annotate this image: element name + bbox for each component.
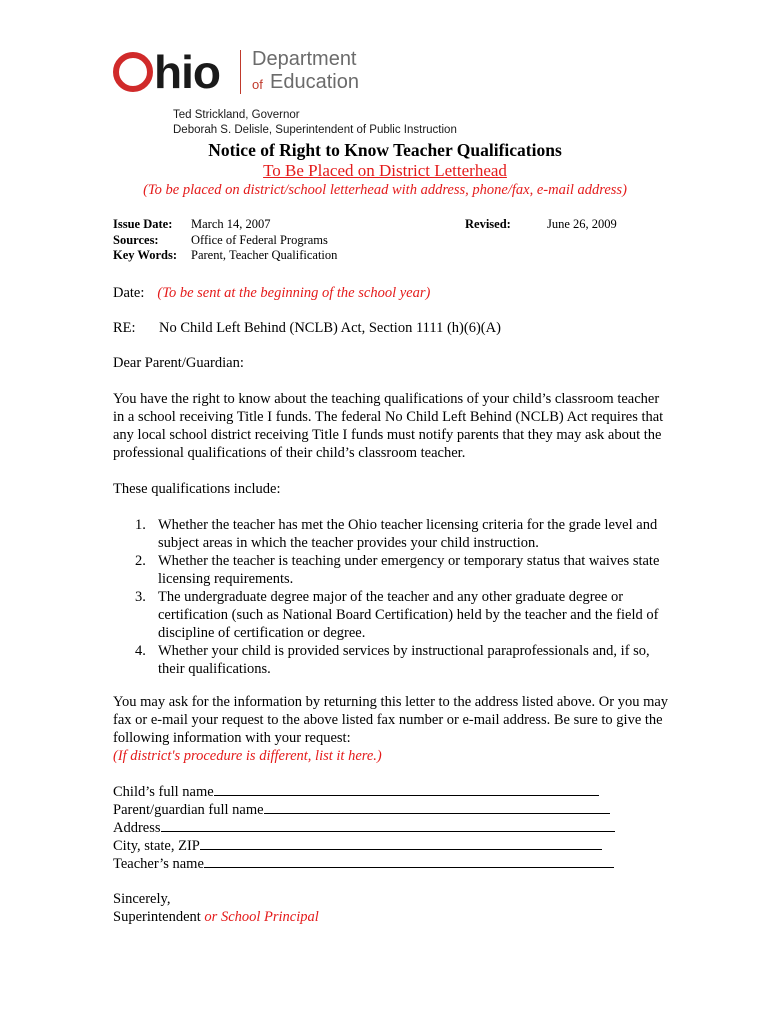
- re-line: [113, 319, 501, 337]
- revised-value-wrap: [547, 217, 617, 233]
- superintendent-line: Deborah S. Delisle, Superintendent of Public Instruction: [173, 124, 457, 136]
- logo-divider: [240, 50, 241, 94]
- logo-wordmark: hio: [113, 46, 220, 98]
- list-item: 4. Whether your child is provided services by instructional paraprofessionals and, if so, their qualifications.: [135, 643, 650, 677]
- ohio-department-of-education-logo: [113, 46, 373, 98]
- letterhead-note: (To be placed on district/school letterhead with address, phone/fax, e-mail address): [143, 182, 627, 198]
- keywords-label: Key Words:: [113, 248, 178, 262]
- logo-department: Department: [252, 48, 357, 70]
- re-label: RE:: [113, 320, 136, 336]
- salutation: Dear Parent/Guardian:: [113, 355, 244, 371]
- city-state-zip-label: City, state, ZIP: [113, 838, 200, 854]
- date-label: Date:: [113, 285, 145, 301]
- teacher-name-field[interactable]: [113, 855, 614, 873]
- city-state-zip-blank[interactable]: [200, 837, 602, 850]
- request-note: (If district's procedure is different, list it here.): [113, 748, 382, 764]
- document-subtitle: To Be Placed on District Letterhead: [263, 161, 507, 180]
- signature-role: Superintendent: [113, 909, 201, 925]
- parent-name-blank[interactable]: [264, 801, 610, 814]
- qualifications-intro: These qualifications include:: [113, 481, 281, 497]
- date-line: [113, 284, 430, 302]
- child-name-label: Child’s full name: [113, 784, 214, 800]
- date-note: (To be sent at the beginning of the school year): [157, 285, 431, 301]
- revised-label-wrap: [465, 217, 511, 233]
- keywords-value: Parent, Teacher Qualification: [191, 248, 338, 262]
- address-field[interactable]: [113, 819, 615, 837]
- child-name-blank[interactable]: [214, 783, 599, 796]
- meta-labels: [113, 217, 177, 264]
- revised-value: June 26, 2009: [547, 217, 617, 231]
- officials-block: [173, 108, 457, 138]
- issue-date-label: Issue Date:: [113, 217, 173, 231]
- closing: Sincerely,: [113, 891, 171, 907]
- city-state-zip-field[interactable]: [113, 837, 602, 855]
- parent-name-field[interactable]: [113, 801, 610, 819]
- sources-value: Office of Federal Programs: [191, 232, 328, 247]
- re-text: No Child Left Behind (NCLB) Act, Section 1111 (h)(6)(A): [159, 320, 501, 336]
- logo-of: of: [252, 77, 263, 92]
- signature-line: [113, 908, 319, 926]
- child-name-field[interactable]: [113, 783, 599, 801]
- parent-name-label: Parent/guardian full name: [113, 802, 264, 818]
- list-item: 3. The undergraduate degree major of the teacher and any other graduate degree or certification (such as National Board Certification) held by the teacher and the field of discipline of certification or degree.: [135, 589, 659, 641]
- address-label: Address: [113, 820, 161, 836]
- teacher-name-label: Teacher’s name: [113, 856, 204, 872]
- qualifications-list: [113, 516, 673, 678]
- request-paragraph: You may ask for the information by returning this letter to the address listed above. Or you may fax or e-mail your request to the above listed fax number or e-mail address. Be sure to give the following information with your request: (If district's procedure is different, list it here.): [113, 694, 669, 764]
- governor-line: Ted Strickland, Governor: [173, 109, 300, 121]
- signature-alt: or School Principal: [204, 909, 319, 925]
- sources-label: Sources:: [113, 232, 159, 247]
- ohio-o-circle-icon: [113, 52, 153, 92]
- meta-values: [191, 217, 337, 264]
- address-blank[interactable]: [161, 819, 615, 832]
- intro-paragraph: You have the right to know about the teaching qualifications of your child’s classroom teacher in a school receiving Title I funds. The federal No Child Left Behind (NCLB) Act requires that any local school district receiving Title I funds must notify parents that they may ask about the professional qualifications of their child’s classroom teacher.: [113, 391, 664, 461]
- revised-label: Revised:: [465, 217, 511, 231]
- teacher-name-blank[interactable]: [204, 855, 614, 868]
- document-title: Notice of Right to Know Teacher Qualifications: [208, 140, 562, 160]
- logo-education: Education: [270, 71, 359, 93]
- list-item: 2. Whether the teacher is teaching under emergency or temporary status that waives state licensing requirements.: [135, 553, 660, 587]
- list-item: 1. Whether the teacher has met the Ohio teacher licensing criteria for the grade level and subject areas in which the teacher provides your child instruction.: [135, 517, 658, 551]
- issue-date-value: March 14, 2007: [191, 217, 271, 231]
